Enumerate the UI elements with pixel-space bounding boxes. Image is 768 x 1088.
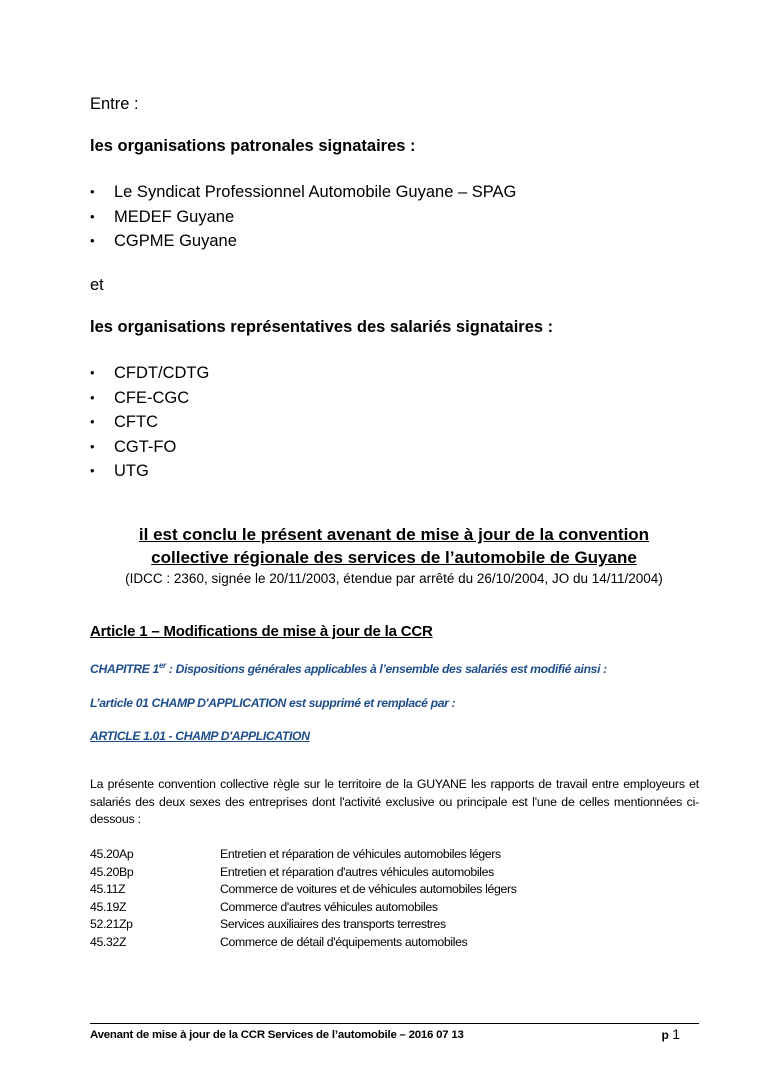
- list-item: • CFE-CGC: [90, 386, 209, 411]
- list-item: [90, 899, 650, 917]
- activity-description: Commerce de voitures et de véhicules automobiles légers: [220, 882, 517, 897]
- activity-code: 45.32Z: [90, 934, 127, 949]
- footer-text: Avenant de mise à jour de la CCR Services de l’automobile – 2016 07 13: [90, 1029, 464, 1041]
- list-item: [90, 916, 650, 934]
- agreement-title-line-2: collective régionale des services de l’automobile de Guyane: [151, 548, 637, 567]
- chapter-line: CHAPITRE 1er : Dispositions générales applicables à l’ensemble des salariés est modifié ainsi :: [90, 661, 607, 677]
- activity-description: Commerce de détail d'équipements automobiles: [220, 934, 468, 949]
- footer-divider: [90, 1023, 699, 1024]
- activity-description: Commerce d'autres véhicules automobiles: [220, 899, 438, 914]
- activity-code: 52.21Zp: [90, 917, 133, 932]
- entre-label: Entre :: [90, 95, 139, 113]
- bullet-icon: •: [90, 208, 95, 224]
- list-item: [90, 864, 650, 882]
- activity-description: Entretien et réparation d'autres véhicules automobiles: [220, 864, 494, 879]
- bullet-icon: •: [90, 463, 95, 479]
- activity-code: 45.20Ap: [90, 847, 134, 861]
- list-item: • CGPME Guyane: [90, 229, 516, 254]
- list-item: • CFTC: [90, 410, 209, 435]
- activity-description: Entretien et réparation de véhicules automobiles légers: [220, 847, 501, 861]
- agreement-title-line-1: il est conclu le présent avenant de mise à jour de la convention: [138, 525, 650, 544]
- activity-codes-list: [90, 846, 650, 952]
- page-number: p 1: [661, 1026, 680, 1042]
- list-item: [90, 846, 650, 864]
- bullet-icon: •: [90, 233, 95, 249]
- bullet-icon: •: [90, 365, 95, 380]
- employers-heading: les organisations patronales signataires :: [90, 137, 416, 155]
- bullet-icon: •: [90, 184, 95, 199]
- list-item: • CGT-FO: [90, 435, 209, 460]
- list-item: • CFDT/CDTG: [90, 361, 209, 386]
- activity-code: 45.19Z: [90, 899, 127, 914]
- employers-list: [90, 180, 516, 254]
- scope-paragraph: La présente convention collective règle sur le territoire de la GUYANE les rapports de travail entre employeurs et salariés des deux sexes des entreprises dont l'activité exclusive ou principale est l'une de celles mentionnées ci-dessous :: [90, 777, 699, 826]
- bullet-icon: •: [90, 414, 95, 430]
- bullet-icon: •: [90, 389, 95, 405]
- activity-code: 45.20Bp: [90, 864, 134, 879]
- list-item: • UTG: [90, 459, 209, 484]
- bullet-icon: •: [90, 438, 95, 454]
- subarticle-title: ARTICLE 1.01 - CHAMP D'APPLICATION: [90, 729, 310, 743]
- list-item: • Le Syndicat Professionnel Automobile Guyane – SPAG: [90, 180, 516, 205]
- agreement-title: [90, 523, 698, 589]
- article-title: Article 1 – Modifications de mise à jour de la CCR: [90, 623, 433, 640]
- replaced-line: L’article 01 CHAMP D'APPLICATION est supprimé et remplacé par :: [90, 696, 456, 710]
- unions-list: [90, 361, 209, 484]
- activity-description: Services auxiliaires des transports terrestres: [220, 917, 446, 932]
- list-item: • MEDEF Guyane: [90, 205, 516, 230]
- list-item: [90, 934, 650, 952]
- agreement-reference: (IDCC : 2360, signée le 20/11/2003, étendue par arrêté du 26/10/2004, JO du 14/11/2004): [125, 571, 663, 586]
- activity-code: 45.11Z: [90, 882, 126, 897]
- list-item: [90, 881, 650, 899]
- unions-heading: les organisations représentatives des salariés signataires :: [90, 318, 554, 336]
- et-label: et: [90, 276, 104, 294]
